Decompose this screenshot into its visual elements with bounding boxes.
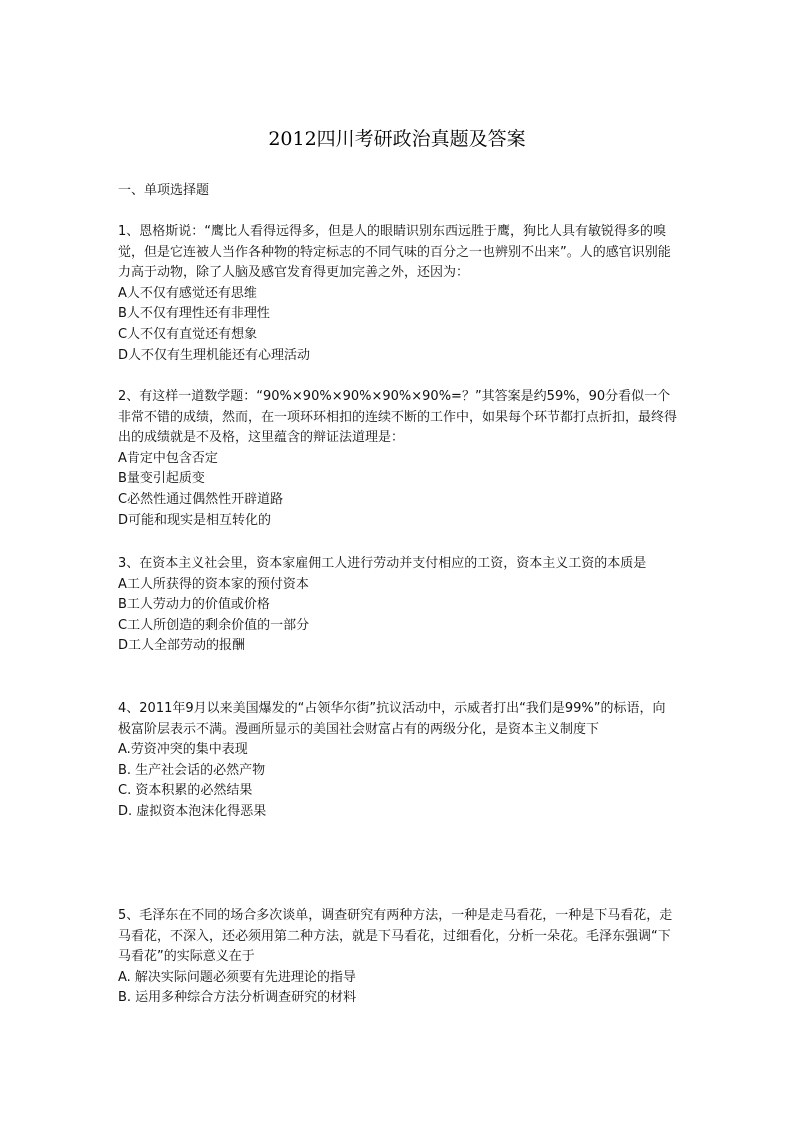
option-d: D工人全部劳动的报酬 (118, 638, 246, 654)
option-c: C必然性通过偶然性开辟道路 (118, 491, 284, 507)
option-b: B. 运用多种综合方法分析调查研究的材料 (118, 990, 357, 1006)
option-c: C工人所创造的剩余价值的一部分 (118, 617, 310, 633)
question-1 (118, 222, 678, 366)
question-stem: 1、恩格斯说：“鹰比人看得远得多，但是人的眼睛识别东西远胜于鹰，狗比人具有敏锐得多的嗅觉，但是它连被人当作各种物的特定标志的不同气味的百分之一也辨别不出来”。人的感官识别能力高于动物，除了人脑及感官发育得更加完善之外，还因为： (118, 224, 671, 281)
option-d: D可能和现实是相互转化的 (118, 512, 272, 528)
question-stem: 4、2011年9月以来美国爆发的“占领华尔街”抗议活动中，示威者打出“我们是99%”的标语，向极富阶层表示不满。漫画所显示的美国社会财富占有的两级分化，是资本主义制度下 (118, 701, 666, 737)
question-stem: 5、毛泽东在不同的场合多次谈单，调查研究有两种方法，一种是走马看花，一种是下马看花，走马看花，不深入，还必须用第二种方法，就是下马看花，过细看化，分析一朵花。毛泽东强调“下马看花”的实际意义在于 (118, 908, 673, 965)
option-a: A.劳资冲突的集中表现 (118, 742, 248, 758)
option-b: B人不仅有理性还有非理性 (118, 306, 270, 322)
option-a: A. 解决实际问题必须要有先进理论的指导 (118, 969, 356, 985)
option-c: C人不仅有直觉还有想象 (118, 326, 258, 342)
question-2 (118, 387, 678, 531)
option-d: D. 虚拟资本泡沫化得恶果 (118, 803, 267, 819)
option-c: C. 资本积累的必然结果 (118, 783, 253, 799)
question-5 (118, 906, 678, 1009)
option-a: A肯定中包含否定 (118, 450, 218, 466)
option-a: A人不仅有感觉还有思维 (118, 285, 257, 301)
option-d: D人不仅有生理机能还有心理活动 (118, 347, 311, 363)
section-heading: 一、单项选择题 (118, 183, 210, 198)
question-stem: 2、有这样一道数学题：“90%×90%×90%×90%×90%=？”其答案是约59%，90分看似一个非常不错的成绩，然而，在一项环环相扣的连续不断的工作中，如果每个环节都打点折扣，最终得出的成绩就是不及格，这里蕴含的辩证法道理是： (118, 389, 678, 446)
option-b: B. 生产社会话的必然产物 (118, 762, 266, 778)
option-b: B工人劳动力的价值或价格 (118, 597, 270, 613)
question-stem: 3、在资本主义社会里，资本家雇佣工人进行劳动并支付相应的工资，资本主义工资的本质是 (118, 556, 647, 571)
option-a: A工人所获得的资本家的预付资本 (118, 576, 309, 592)
question-3 (118, 554, 678, 657)
document-title: 2012四川考研政治真题及答案 (268, 128, 526, 150)
option-b: B量变引起质变 (118, 471, 205, 487)
question-4 (118, 699, 678, 823)
